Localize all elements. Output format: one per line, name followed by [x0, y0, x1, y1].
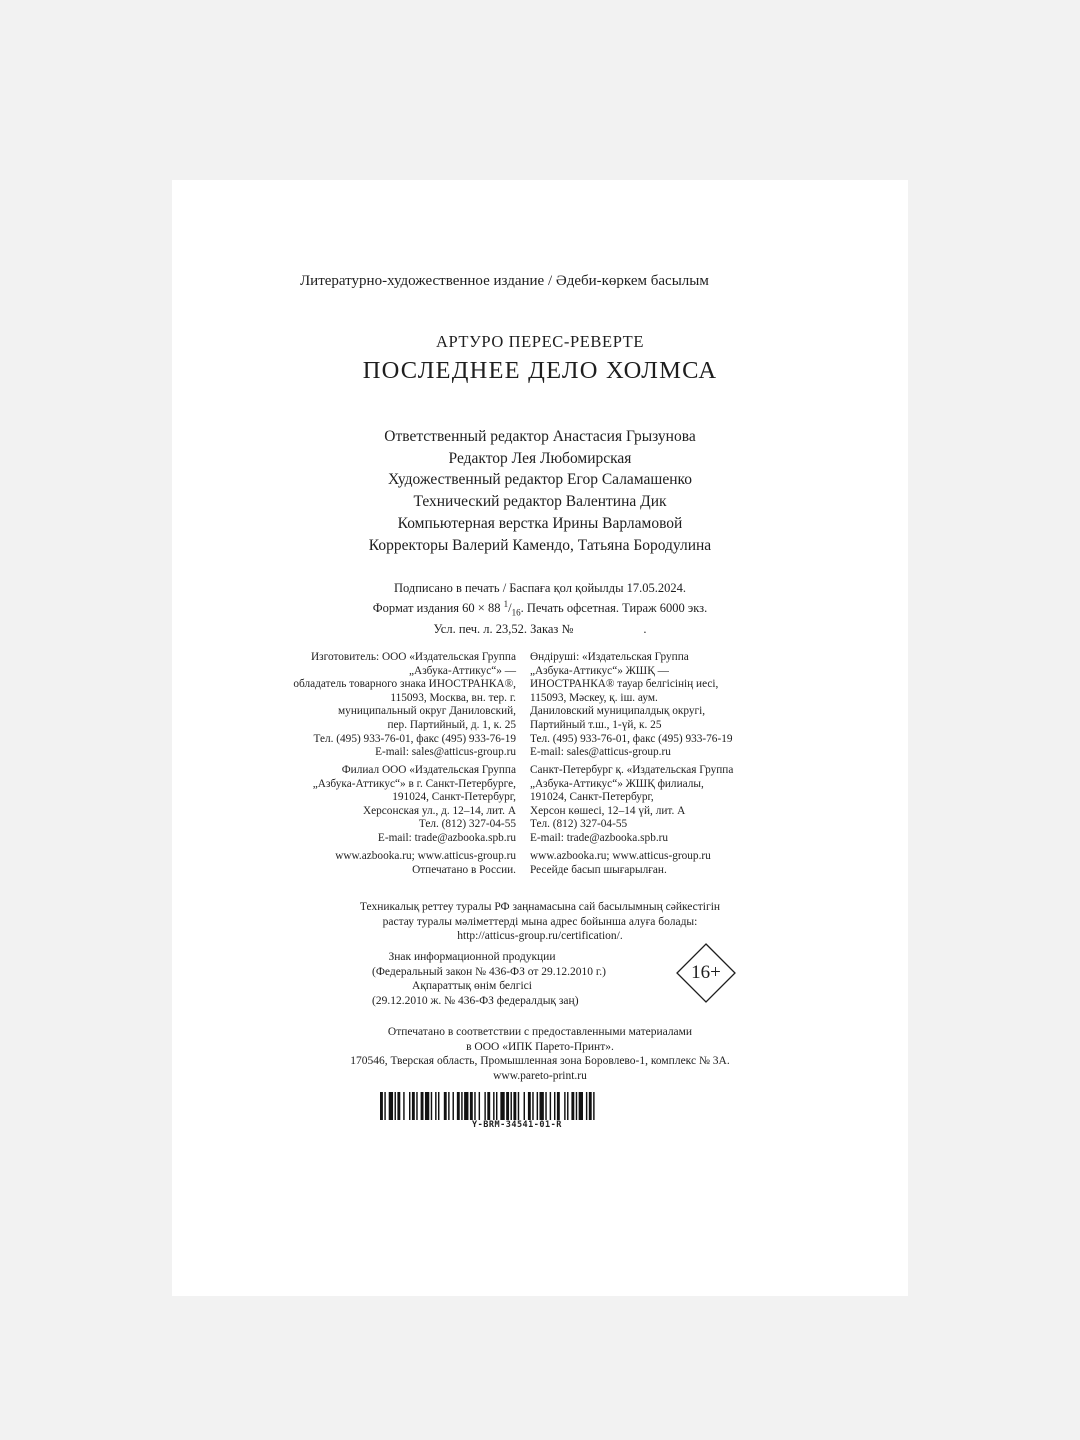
sheets-line	[172, 621, 908, 637]
barcode-bar	[571, 1092, 574, 1120]
barcode-bar	[448, 1092, 449, 1120]
printer-line: www.pareto-print.ru	[493, 1069, 587, 1082]
barcode-bar	[576, 1092, 577, 1120]
manufacturer-kz-line: E-mail: sales@atticus-group.ru	[530, 746, 671, 759]
branch-ru-line: Херсонская ул., д. 12–14, лит. А	[362, 804, 516, 817]
manufacturer-ru-line: обладатель товарного знака ИНОСТРАНКА®,	[293, 678, 516, 691]
branch-ru	[313, 764, 516, 846]
manufacturer-ru-line: „Азбука-Аттикус“» —	[409, 664, 516, 677]
barcode-bar	[395, 1092, 396, 1120]
manufacturer-ru-line: муниципальный округ Даниловский,	[338, 705, 516, 718]
manufacturer-kz	[530, 651, 733, 760]
manufacturer-kz-line: Даниловский муниципалдық округі,	[530, 705, 706, 718]
author-name: АРТУРО ПЕРЕС-РЕВЕРТЕ	[435, 332, 645, 351]
barcode-bar	[409, 1092, 410, 1120]
printer-info	[172, 1025, 908, 1083]
credit-line: Ответственный редактор Анастасия Грызунова	[384, 428, 696, 445]
manufacturer-kz-line: 115093, Мәскеу, қ. іш. аум.	[530, 691, 658, 704]
branch-kz-line: Тел. (812) 327-04-55	[530, 818, 628, 831]
printer-line: в ООО «ИПК Парето-Принт».	[466, 1040, 614, 1053]
barcode-icon	[380, 1092, 664, 1120]
web-kz-line: www.azbooka.ru; www.atticus-group.ru	[530, 850, 711, 862]
edition-type: Литературно-художественное издание / Әдеби-көркем басылым	[300, 273, 709, 289]
manufacturer-ru-line: E-mail: sales@atticus-group.ru	[375, 746, 516, 759]
credit-line: Редактор Лея Любомирская	[448, 449, 632, 467]
branch-kz-line: Херсон көшесі, 12–14 үй, лит. А	[530, 804, 686, 817]
barcode-bar	[593, 1092, 594, 1120]
barcode-bar	[545, 1092, 546, 1120]
barcode-bar	[550, 1092, 551, 1120]
web-kz	[530, 850, 711, 877]
barcode-bar	[554, 1092, 555, 1120]
manufacturer-kz-line: Өндіруші: «Издательская Группа	[530, 651, 689, 663]
format-frac-num: 1	[503, 599, 509, 609]
certification-line: http://atticus-group.ru/certification/.	[457, 930, 623, 942]
barcode-bar	[397, 1092, 400, 1120]
barcode-bar	[500, 1092, 504, 1120]
manufacturer-ru-line: Изготовитель: ООО «Издательская Группа	[310, 651, 516, 663]
barcode-bar	[493, 1092, 494, 1120]
barcode-bar	[380, 1092, 383, 1120]
barcode-bar	[457, 1092, 460, 1120]
barcode-bar	[431, 1092, 432, 1120]
web-ru-line: Отпечатано в России.	[412, 863, 516, 876]
branch-ru-line: 191024, Санкт-Петербург,	[392, 791, 516, 804]
barcode-bar	[567, 1092, 568, 1120]
manufacturer-kz-line: Партийный т.ш., 1-үй, к. 25	[530, 718, 662, 731]
barcode-code: Y-BRM-34541-01-R	[472, 1120, 562, 1130]
certification-line: Техникалық реттеу туралы РФ заңнамасына сай басылымның сәйкестігін	[359, 901, 721, 913]
manufacturer-ru	[293, 651, 516, 760]
barcode-bar	[453, 1092, 454, 1120]
format-frac-slash: /	[508, 601, 512, 616]
age-rating-text: 16+	[691, 962, 721, 983]
barcode-bar	[511, 1092, 512, 1120]
barcode-bar	[513, 1092, 516, 1120]
web-ru	[335, 850, 516, 877]
format-suffix: . Печать офсетная. Тираж 6000 экз.	[520, 601, 708, 616]
manufacturer-ru-line: Тел. (495) 933-76-01, факс (495) 933-76-19	[313, 732, 516, 745]
barcode-bar	[589, 1092, 592, 1120]
credit-line: Компьютерная верстка Ирины Варламовой	[397, 514, 683, 532]
barcode-bar	[384, 1092, 385, 1120]
barcode-bar	[557, 1092, 560, 1120]
web-ru-line: www.azbooka.ru; www.atticus-group.ru	[335, 850, 516, 862]
barcode-bar	[421, 1092, 424, 1120]
branch-ru-line: Тел. (812) 327-04-55	[418, 818, 516, 831]
barcode-bar	[435, 1092, 436, 1120]
info-sign-line: (29.12.2010 ж. № 436-ФЗ федералдық заң)	[372, 994, 579, 1007]
format-prefix: Формат издания 60 × 88	[372, 601, 501, 616]
barcode-bar	[540, 1092, 544, 1120]
barcode-bar	[532, 1092, 533, 1120]
credit-line: Технический редактор Валентина Дик	[413, 493, 667, 511]
web-kz-line: Ресейде басып шығарылған.	[530, 863, 667, 876]
credit-line: Художественный редактор Егор Саламашенко	[388, 471, 692, 489]
barcode-bar	[474, 1092, 475, 1120]
printer-line: 170546, Тверская область, Промышленная зона Боровлево-1, комплекс № 3А.	[350, 1055, 730, 1067]
barcode-bar	[564, 1092, 565, 1120]
imprint-page	[172, 180, 908, 1296]
barcode-bar	[470, 1092, 473, 1120]
credits-block	[172, 426, 908, 556]
format-line	[172, 596, 908, 621]
info-sign-line: Знак информационной продукции	[388, 951, 556, 963]
branch-kz-line: Санкт-Петербург қ. «Издательская Группа	[530, 764, 734, 776]
manufacturer-kz-line: „Азбука-Аттикус“» ЖШҚ —	[530, 664, 669, 677]
manufacturer-kz-line: Тел. (495) 933-76-01, факс (495) 933-76-19	[530, 732, 733, 745]
barcode-bar	[579, 1092, 583, 1120]
age-rating-badge	[676, 943, 736, 1003]
branch-kz-line: „Азбука-Аттикус“» ЖШҚ филиалы,	[530, 777, 704, 790]
barcode-bar	[444, 1092, 447, 1120]
barcode-bar	[425, 1092, 429, 1120]
branch-kz-line: 191024, Санкт-Петербург,	[530, 791, 654, 804]
barcode-bar	[487, 1092, 490, 1120]
info-sign-line: Ақпараттық өнім белгісі	[412, 980, 532, 992]
signed-date: Подписано в печать / Баспаға қол қойылды 17.05.2024.	[393, 581, 687, 595]
manufacturer-kz-line: ИНОСТРАНКА® тауар белгісінің иесі,	[530, 678, 719, 691]
barcode-bar	[518, 1092, 519, 1120]
printer-line: Отпечатано в соответствии с предоставленными материалами	[387, 1026, 693, 1038]
sheets-prefix: Усл. печ. л. 23,52. Заказ №	[433, 621, 574, 636]
barcode-bar	[438, 1092, 439, 1120]
barcode-bar	[496, 1092, 497, 1120]
barcode-bar	[403, 1092, 404, 1120]
sheets-suffix: .	[643, 621, 647, 636]
barcode-bar	[586, 1092, 587, 1120]
book-title: ПОСЛЕДНЕЕ ДЕЛО ХОЛМСА	[362, 357, 718, 384]
certification-line: растау туралы мәліметтерді мына адрес бойынша алуға болады:	[382, 915, 698, 928]
barcode-bar	[464, 1092, 468, 1120]
barcode-bar	[528, 1092, 531, 1120]
barcode-bar	[416, 1092, 417, 1120]
barcode-bar	[412, 1092, 415, 1120]
format-frac-den: 16	[511, 607, 521, 618]
credit-line: Корректоры Валерий Камендо, Татьяна Бородулина	[368, 536, 712, 554]
branch-kz-line: E-mail: trade@azbooka.spb.ru	[530, 831, 669, 844]
branch-ru-line: „Азбука-Аттикус“» в г. Санкт-Петербурге,	[312, 777, 516, 790]
info-sign-note	[372, 950, 606, 1008]
info-sign-line: (Федеральный закон № 436-ФЗ от 29.12.2010 г.)	[372, 965, 606, 978]
barcode-bar	[479, 1092, 480, 1120]
barcode-bar	[389, 1092, 393, 1120]
branch-ru-line: E-mail: trade@azbooka.spb.ru	[377, 831, 516, 844]
barcode-bar	[537, 1092, 538, 1120]
barcode-bar	[506, 1092, 509, 1120]
certification-note	[172, 900, 908, 944]
publication-info	[172, 580, 908, 637]
branch-kz	[530, 764, 733, 846]
barcode-bar	[461, 1092, 462, 1120]
manufacturer-ru-line: пер. Партийный, д. 1, к. 25	[387, 718, 516, 731]
barcode-bar	[484, 1092, 485, 1120]
manufacturer-ru-line: 115093, Москва, вн. тер. г.	[390, 691, 516, 704]
branch-ru-line: Филиал ООО «Издательская Группа	[341, 764, 516, 776]
barcode-bar	[524, 1092, 525, 1120]
